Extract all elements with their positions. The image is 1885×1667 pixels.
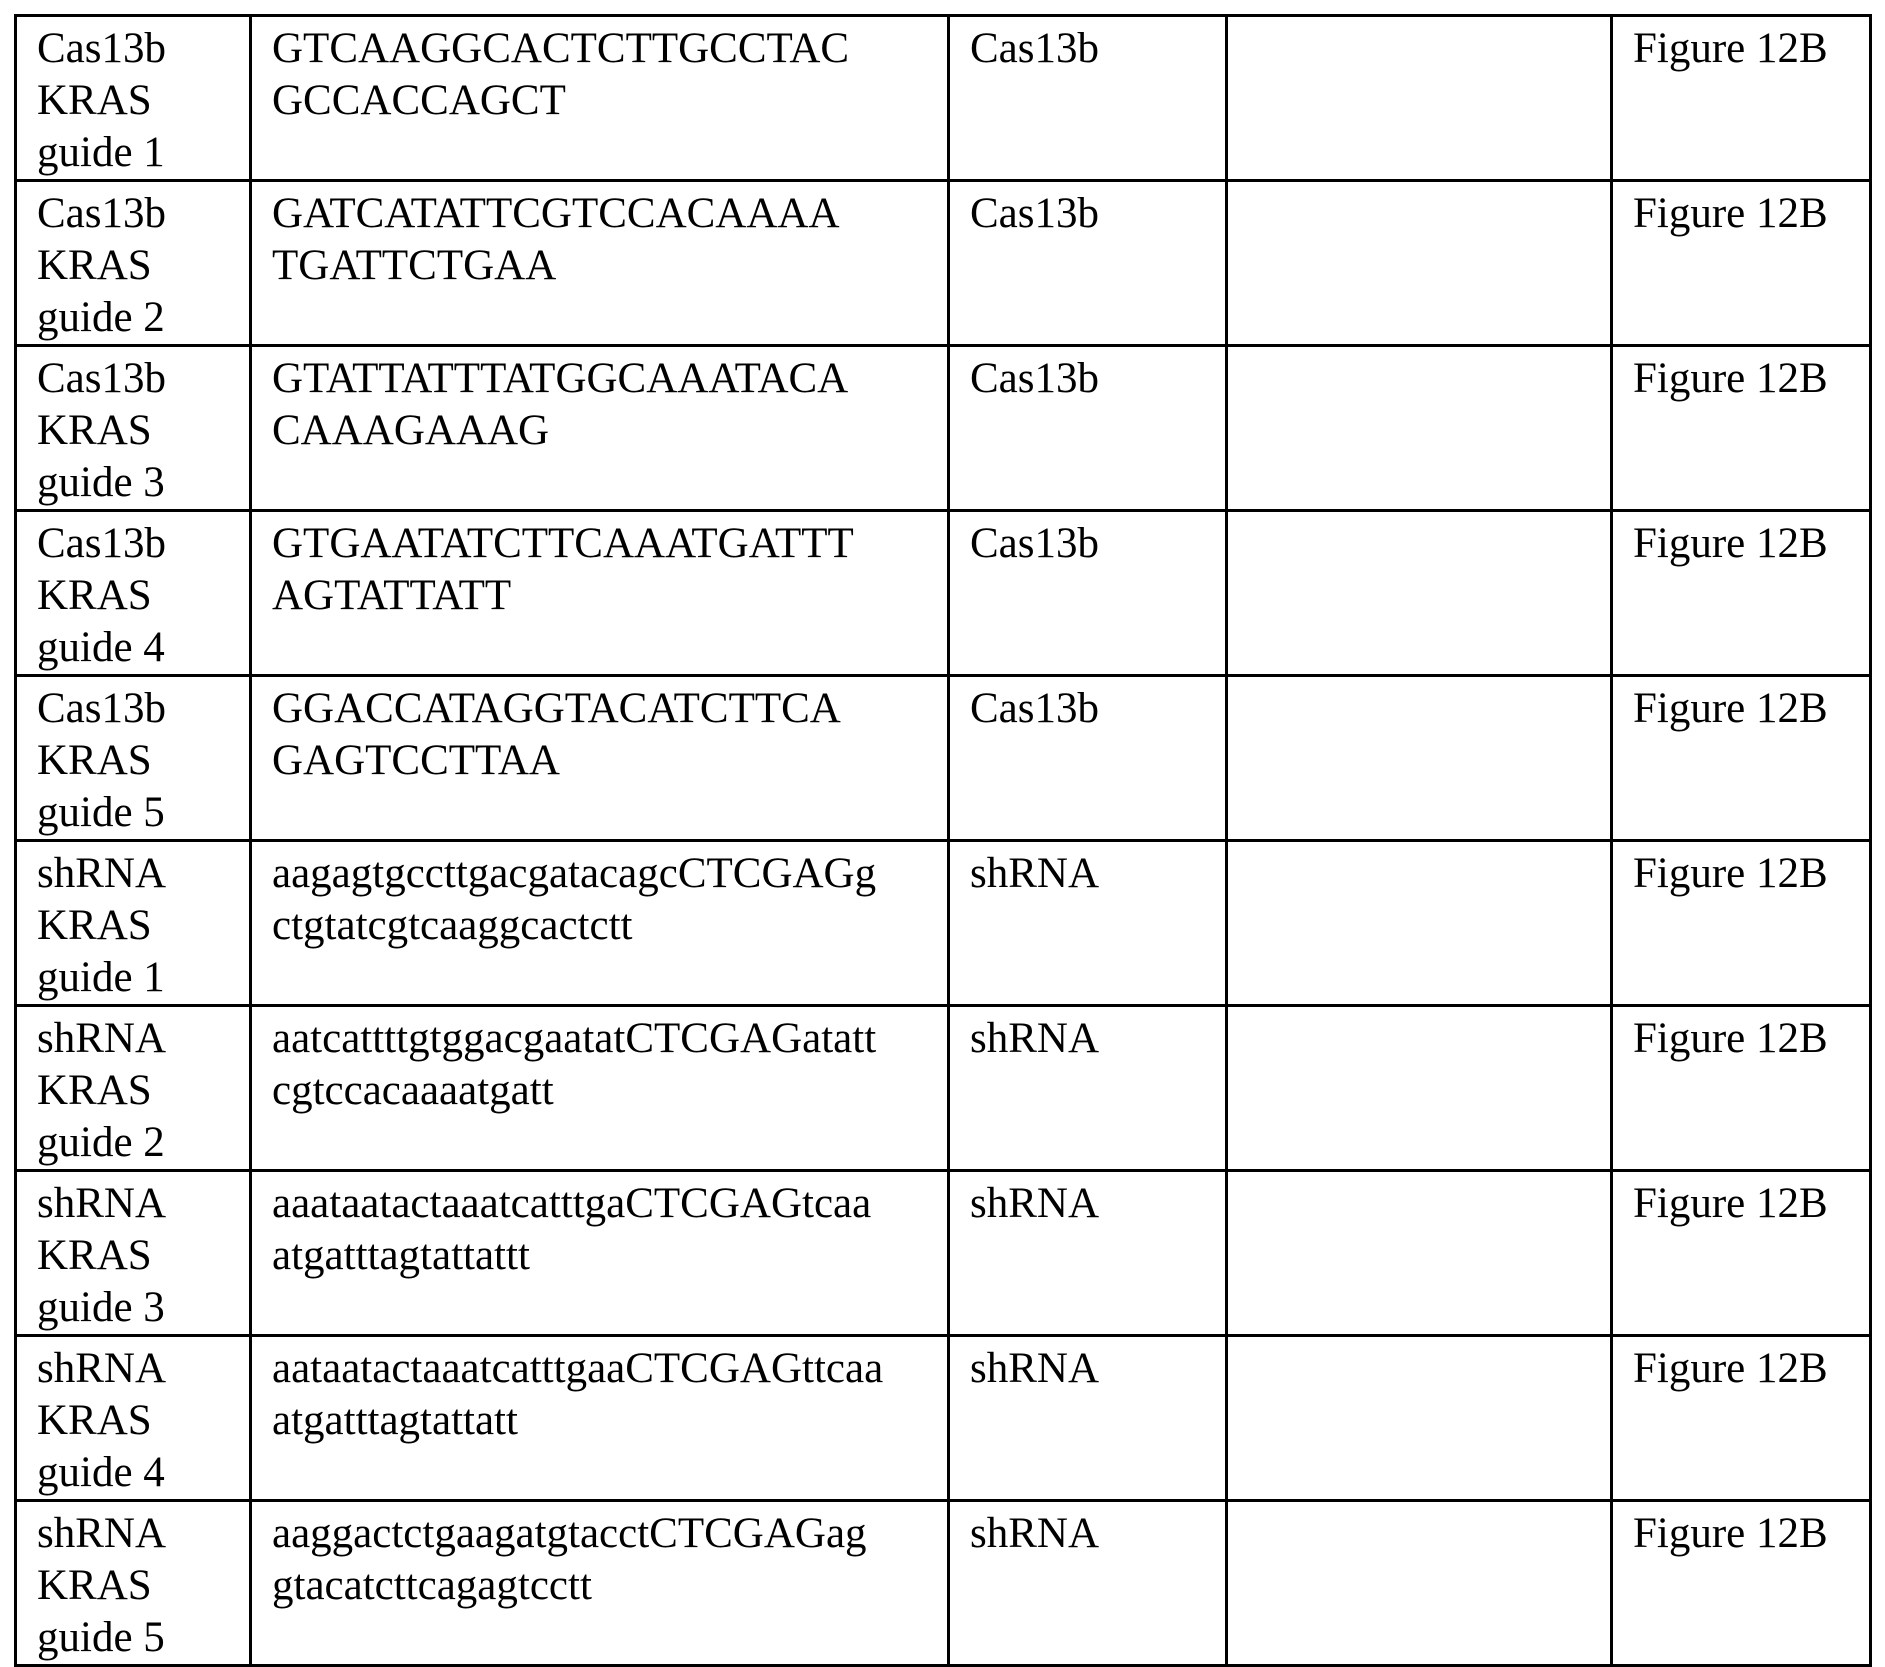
table-row xyxy=(16,1171,1871,1336)
guide-name-line: Cas13b xyxy=(37,355,166,402)
sequence-cell xyxy=(251,1501,949,1666)
guide-name-line: Cas13b xyxy=(37,25,166,72)
sequence-line: GCCACCAGCT xyxy=(272,77,566,124)
sequence-cell xyxy=(251,1006,949,1171)
figure-cell xyxy=(1612,1501,1871,1666)
guide-name-line: KRAS xyxy=(37,737,152,784)
notes-cell xyxy=(1227,841,1612,1006)
guide-name-line: KRAS xyxy=(37,1562,152,1609)
figure-ref-text: Figure 12B xyxy=(1633,1510,1828,1557)
guide-name-cell xyxy=(16,1171,251,1336)
sequence-line: ctgtatcgtcaaggcactctt xyxy=(272,902,633,949)
figure-ref-text: Figure 12B xyxy=(1633,190,1828,237)
guide-name-cell xyxy=(16,16,251,181)
sequence-line: GGACCATAGGTACATCTTCA xyxy=(272,685,841,732)
sequence-line: aatcattttgtggacgaatatCTCGAGatatt xyxy=(272,1015,877,1062)
guide-name-line: KRAS xyxy=(37,1067,152,1114)
type-cell xyxy=(949,1501,1227,1666)
type-text: Cas13b xyxy=(970,25,1099,72)
figure-cell xyxy=(1612,676,1871,841)
type-text: Cas13b xyxy=(970,685,1099,732)
guide-name-line: shRNA xyxy=(37,1015,167,1062)
figure-cell xyxy=(1612,1336,1871,1501)
guide-name-cell xyxy=(16,1006,251,1171)
figure-ref-text: Figure 12B xyxy=(1633,355,1828,402)
type-text: shRNA xyxy=(970,1180,1100,1227)
table-row xyxy=(16,1501,1871,1666)
notes-cell xyxy=(1227,16,1612,181)
sequence-line: aataatactaaatcatttgaaCTCGAGttcaa xyxy=(272,1345,884,1392)
figure-cell xyxy=(1612,511,1871,676)
sequence-line: TGATTCTGAA xyxy=(272,242,557,289)
type-cell xyxy=(949,1006,1227,1171)
sequence-cell xyxy=(251,511,949,676)
guide-name-cell xyxy=(16,676,251,841)
guide-name-line: guide 1 xyxy=(37,954,165,1001)
type-cell xyxy=(949,16,1227,181)
guide-name-line: guide 1 xyxy=(37,129,165,176)
type-cell xyxy=(949,346,1227,511)
notes-cell xyxy=(1227,346,1612,511)
figure-cell xyxy=(1612,1171,1871,1336)
sequence-line: atgatttagtattatt xyxy=(272,1397,518,1444)
guide-name-line: KRAS xyxy=(37,1232,152,1279)
guide-name-cell xyxy=(16,1501,251,1666)
sequence-cell xyxy=(251,181,949,346)
figure-ref-text: Figure 12B xyxy=(1633,25,1828,72)
figure-ref-text: Figure 12B xyxy=(1633,685,1828,732)
type-text: Cas13b xyxy=(970,190,1099,237)
sequence-line: aaggactctgaagatgtacctCTCGAGag xyxy=(272,1510,867,1557)
guide-name-line: KRAS xyxy=(37,77,152,124)
guide-name-line: KRAS xyxy=(37,407,152,454)
guide-name-line: shRNA xyxy=(37,850,167,897)
figure-cell xyxy=(1612,841,1871,1006)
guide-name-line: guide 3 xyxy=(37,1284,165,1331)
sequence-cell xyxy=(251,1171,949,1336)
notes-cell xyxy=(1227,676,1612,841)
guide-sequence-table xyxy=(14,14,1872,1667)
guide-name-line: guide 5 xyxy=(37,1614,165,1661)
guide-name-cell xyxy=(16,181,251,346)
sequence-line: GAGTCCTTAA xyxy=(272,737,560,784)
figure-ref-text: Figure 12B xyxy=(1633,1345,1828,1392)
sequence-cell xyxy=(251,1336,949,1501)
figure-cell xyxy=(1612,1006,1871,1171)
sequence-line: GTATTATTTATGGCAAATACA xyxy=(272,355,849,402)
type-text: shRNA xyxy=(970,1015,1100,1062)
sequence-line: cgtccacaaaatgatt xyxy=(272,1067,554,1114)
guide-name-line: guide 3 xyxy=(37,459,165,506)
type-text: shRNA xyxy=(970,1510,1100,1557)
table-row xyxy=(16,1336,1871,1501)
notes-cell xyxy=(1227,1171,1612,1336)
guide-name-line: Cas13b xyxy=(37,190,166,237)
notes-cell xyxy=(1227,181,1612,346)
table-row xyxy=(16,346,1871,511)
sequence-line: CAAAGAAAG xyxy=(272,407,550,454)
notes-cell xyxy=(1227,1501,1612,1666)
guide-name-line: guide 5 xyxy=(37,789,165,836)
sequence-cell xyxy=(251,346,949,511)
sequence-line: AGTATTATT xyxy=(272,572,512,619)
sequence-line: GATCATATTCGTCCACAAAA xyxy=(272,190,840,237)
type-cell xyxy=(949,1336,1227,1501)
guide-name-cell xyxy=(16,1336,251,1501)
guide-name-line: shRNA xyxy=(37,1180,167,1227)
type-cell xyxy=(949,511,1227,676)
figure-cell xyxy=(1612,16,1871,181)
sequence-cell xyxy=(251,16,949,181)
sequence-line: gtacatcttcagagtcctt xyxy=(272,1562,592,1609)
guide-name-line: Cas13b xyxy=(37,685,166,732)
guide-name-line: Cas13b xyxy=(37,520,166,567)
table-row xyxy=(16,181,1871,346)
guide-name-line: shRNA xyxy=(37,1510,167,1557)
guide-name-cell xyxy=(16,346,251,511)
guide-name-line: KRAS xyxy=(37,1397,152,1444)
type-text: Cas13b xyxy=(970,355,1099,402)
table-row xyxy=(16,16,1871,181)
type-text: shRNA xyxy=(970,1345,1100,1392)
sequence-cell xyxy=(251,841,949,1006)
table-row xyxy=(16,511,1871,676)
sequence-line: GTCAAGGCACTCTTGCCTAC xyxy=(272,25,850,72)
notes-cell xyxy=(1227,1336,1612,1501)
table-row xyxy=(16,676,1871,841)
table-row xyxy=(16,841,1871,1006)
guide-name-line: shRNA xyxy=(37,1345,167,1392)
figure-ref-text: Figure 12B xyxy=(1633,520,1828,567)
sequence-line: atgatttagtattattt xyxy=(272,1232,530,1279)
sequence-line: aaataatactaaatcatttgaCTCGAGtcaa xyxy=(272,1180,872,1227)
sequence-cell xyxy=(251,676,949,841)
type-cell xyxy=(949,1171,1227,1336)
type-cell xyxy=(949,676,1227,841)
figure-ref-text: Figure 12B xyxy=(1633,1180,1828,1227)
notes-cell xyxy=(1227,511,1612,676)
guide-name-line: KRAS xyxy=(37,902,152,949)
guide-name-line: guide 4 xyxy=(37,1449,165,1496)
type-text: shRNA xyxy=(970,850,1100,897)
sequence-line: aagagtgccttgacgatacagcCTCGAGg xyxy=(272,850,877,897)
guide-name-cell xyxy=(16,841,251,1006)
type-cell xyxy=(949,841,1227,1006)
figure-ref-text: Figure 12B xyxy=(1633,1015,1828,1062)
guide-name-line: KRAS xyxy=(37,242,152,289)
sequence-line: GTGAATATCTTCAAATGATTT xyxy=(272,520,854,567)
guide-name-cell xyxy=(16,511,251,676)
table-body xyxy=(16,16,1871,1666)
figure-cell xyxy=(1612,346,1871,511)
type-cell xyxy=(949,181,1227,346)
guide-name-line: guide 2 xyxy=(37,1119,165,1166)
notes-cell xyxy=(1227,1006,1612,1171)
guide-name-line: guide 2 xyxy=(37,294,165,341)
table-row xyxy=(16,1006,1871,1171)
type-text: Cas13b xyxy=(970,520,1099,567)
guide-name-line: KRAS xyxy=(37,572,152,619)
guide-name-line: guide 4 xyxy=(37,624,165,671)
figure-ref-text: Figure 12B xyxy=(1633,850,1828,897)
figure-cell xyxy=(1612,181,1871,346)
